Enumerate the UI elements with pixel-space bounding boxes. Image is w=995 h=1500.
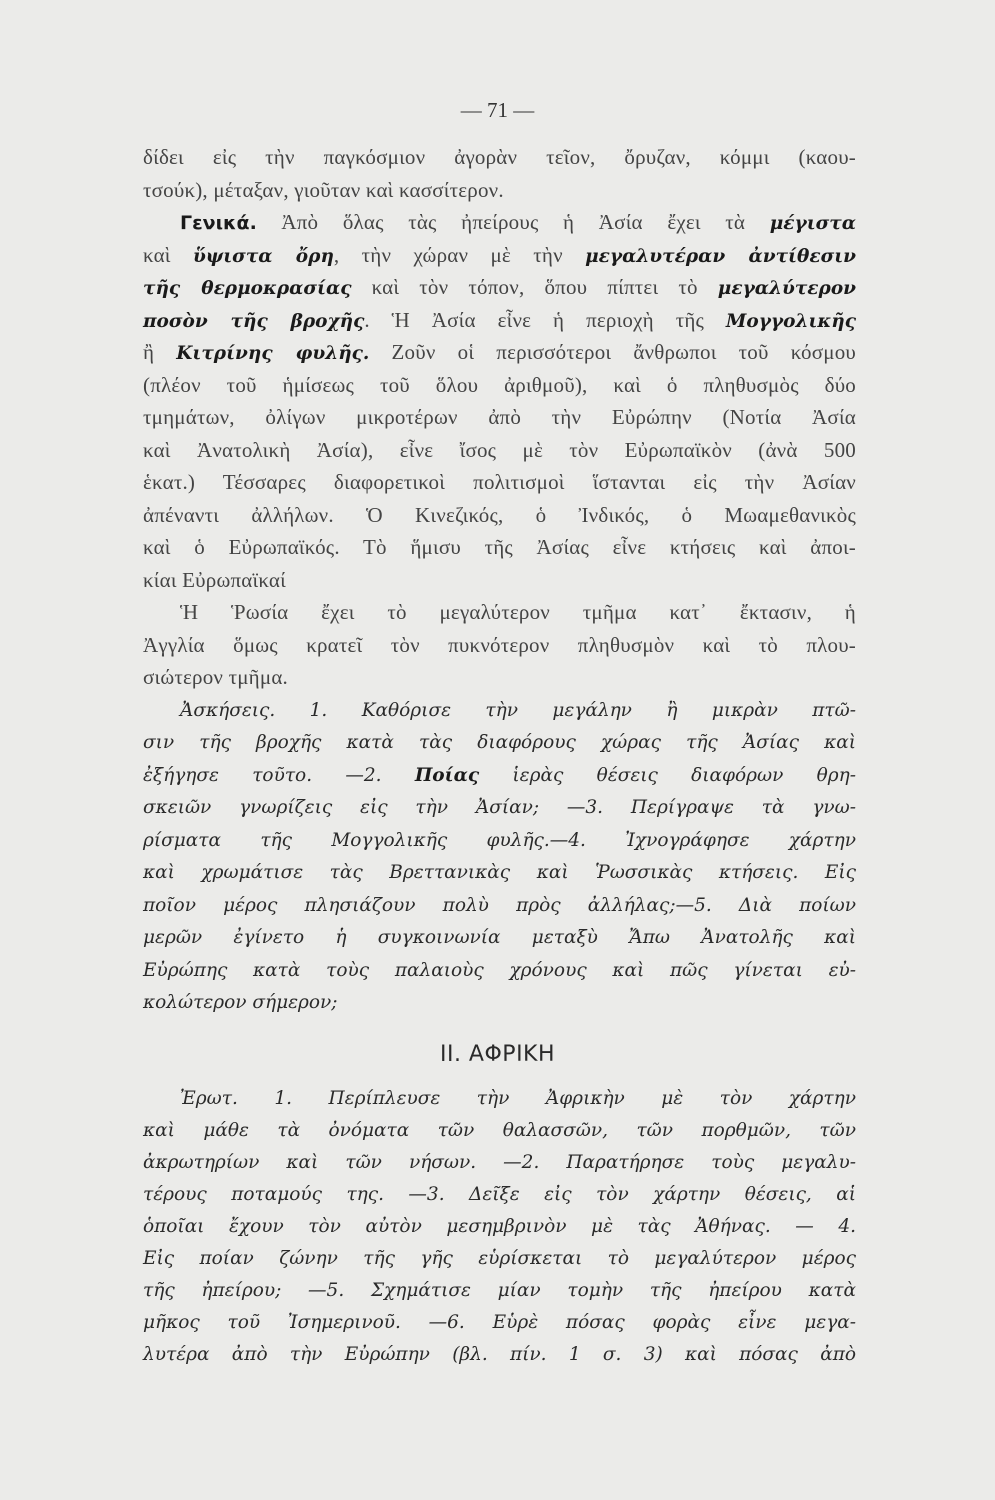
text-line <box>143 1338 856 1370</box>
paragraph <box>143 1082 856 1370</box>
text-line <box>143 174 856 207</box>
text-line <box>143 1114 856 1146</box>
text-line <box>143 954 856 987</box>
text-line <box>143 1210 856 1242</box>
text-line <box>143 661 856 694</box>
text-line <box>143 531 856 564</box>
paragraph <box>143 206 856 596</box>
emphasized-text-run: Εἰς ποίαν ζώνην τῆς γῆς εὑρίσκεται τὸ μεγαλύτερον μέρος <box>143 1248 856 1269</box>
text-run: τμημάτων, ὀλίγων μικροτέρων ἀπὸ τὴν Εὐρώπην (Νοτία Ἀσία <box>143 405 856 429</box>
text-run: Ἀγγλία ὅμως κρατεῖ τὸν πυκνότερον πληθυσμὸν καὶ τὸ πλου- <box>143 632 856 657</box>
text-line <box>143 401 856 434</box>
text-line <box>143 759 856 792</box>
text-run: . Ἡ Ἀσία εἶνε ἡ περιοχὴ τῆς <box>364 307 726 332</box>
text-line <box>143 369 856 402</box>
emphasized-text-run: ποσὸν τῆς βροχῆς <box>143 310 365 332</box>
text-run: Ἀπὸ ὅλας τὰς ἠπείρους ἡ Ἀσία ἔχει τὰ <box>256 210 770 234</box>
emphasized-text-run: ὁποῖαι ἔχουν τὸν αὐτὸν μεσημβρινὸν μὲ τὰς Ἀθήνας. — 4. <box>143 1216 856 1237</box>
emphasized-text-run: Γενικά. <box>180 212 257 234</box>
text-line <box>143 694 856 727</box>
emphasized-text-run: κολώτερον σήμερον; <box>143 992 338 1013</box>
emphasized-text-run: τέρους ποταμούς της. —3. Δεῖξε εἰς τὸν χάρτην θέσεις, αἱ <box>143 1184 856 1205</box>
text-run: ἀπέναντι ἀλλήλων. Ὁ Κινεζικός, ὁ Ἰνδικός, ὁ Μωαμεθανικὸς <box>143 502 856 527</box>
emphasized-text-run: μεγαλυτέραν ἀντίθεσιν <box>585 245 856 267</box>
text-run: σιώτερον τμῆμα. <box>143 665 288 689</box>
text-line <box>143 1274 856 1306</box>
text-line <box>143 596 856 629</box>
text-line <box>143 336 856 369</box>
emphasized-text-run: ὕψιστα ὄρη <box>192 245 334 267</box>
emphasized-text-run: Ἀσκήσεις. 1. Καθόρισε τὴν μεγάλην ἢ μικρὰν πτῶ- <box>180 699 856 721</box>
text-run: καὶ Ἀνατολικὴ Ἀσία), εἶνε ἴσος μὲ τὸν Εὐρωπαϊκὸν (ἀνὰ 500 <box>143 437 856 462</box>
text-run: , τὴν χώραν μὲ τὴν <box>333 242 586 267</box>
page-number: — 71 — <box>460 98 535 122</box>
emphasized-text-run: Ἐρωτ. 1. Περίπλευσε τὴν Ἀφρικὴν μὲ τὸν χάρτην <box>180 1088 856 1109</box>
emphasized-text-run: τῆς θερμοκρασίας <box>143 278 352 299</box>
emphasized-text-run: καὶ μάθε τὰ ὀνόματα τῶν θαλασσῶν, τῶν πορθμῶν, τῶν <box>143 1120 856 1141</box>
text-line <box>143 434 856 467</box>
emphasized-text-run: ρίσματα τῆς Μογγολικῆς φυλῆς.—4. Ἰχνογράφησε χάρτην <box>143 829 856 851</box>
text-line <box>143 986 856 1019</box>
emphasized-text-run: Μογγολικῆς <box>725 310 856 332</box>
emphasized-text-run: ποῖον μέρος πλησιάζουν πολὺ πρὸς ἀλλήλας;—5. Διὰ ποίων <box>143 894 856 916</box>
text-line <box>143 726 856 759</box>
text-line <box>143 791 856 824</box>
text-line <box>143 1178 856 1210</box>
africa-section-text <box>143 1082 856 1370</box>
text-line <box>143 889 856 922</box>
text-line <box>143 564 856 597</box>
text-line <box>143 629 856 662</box>
text-line <box>143 304 856 337</box>
text-line <box>143 239 856 272</box>
text-run: καὶ <box>143 242 193 267</box>
text-run: Ζοῦν οἱ περισσότεροι ἄνθρωποι τοῦ κόσμου <box>369 340 856 364</box>
emphasized-text-run: μερῶν ἐγίνετο ἡ συγκοινωνία μεταξὺ Ἄπω Ἀνατολῆς καὶ <box>143 927 856 948</box>
paragraph <box>143 596 856 694</box>
emphasized-text-run: μεγαλύτερον <box>717 278 857 299</box>
paragraph <box>143 141 856 206</box>
paragraph <box>143 694 856 1019</box>
emphasized-text-run: Κιτρίνης φυλῆς. <box>176 343 370 364</box>
text-line <box>143 856 856 889</box>
text-line <box>143 206 856 239</box>
text-line <box>143 466 856 499</box>
text-line <box>143 141 856 174</box>
text-run: (πλέον τοῦ ἡμίσεως τοῦ ὅλου ἀριθμοῦ), καὶ ὁ πληθυσμὸς δύο <box>143 372 856 397</box>
emphasized-text-run: ἐξήγησε τοῦτο. —2. <box>143 764 415 786</box>
emphasized-text-run: μέγιστα <box>769 213 856 234</box>
section-heading-africa: II. ΑΦΡΙΚΗ <box>439 1042 556 1067</box>
emphasized-text-run: μῆκος τοῦ Ἰσημερινοῦ. —6. Εὑρὲ πόσας φορὰς εἶνε μεγα- <box>143 1312 856 1333</box>
emphasized-text-run: ἀκρωτηρίων καὶ τῶν νήσων. —2. Παρατήρησε τοὺς μεγαλυ- <box>143 1152 856 1173</box>
text-line <box>143 499 856 532</box>
text-run: ἢ <box>143 340 177 364</box>
text-line <box>143 271 856 304</box>
text-line <box>143 1146 856 1178</box>
text-run: ἑκατ.) Τέσσαρες διαφορετικοὶ πολιτισμοὶ ἵστανται εἰς τὴν Ἀσίαν <box>143 470 856 494</box>
emphasized-text-run: τῆς ἠπείρου; —5. Σχημάτισε μίαν τομὴν τῆς ἠπείρου κατὰ <box>143 1280 856 1301</box>
text-run: τσούκ), μέταξαν, γιοῦταν καὶ κασσίτερον. <box>143 177 504 202</box>
text-run: δίδει εἰς τὴν παγκόσμιον ἀγορὰν τεῖον, ὄρυζαν, κόμμι (καου- <box>143 145 856 169</box>
text-line <box>143 1306 856 1338</box>
emphasized-text-run: Εὐρώπης κατὰ τοὺς παλαιοὺς χρόνους καὶ πῶς γίνεται εὐ- <box>143 959 856 981</box>
text-run: καὶ τὸν τόπον, ὅπου πίπτει τὸ <box>351 275 718 299</box>
emphasized-text-run: καὶ χρωμάτισε τὰς Βρεττανικὰς καὶ Ῥωσσικὰς κτήσεις. Εἰς <box>143 862 856 883</box>
emphasized-text-run: Ποίας <box>414 764 480 786</box>
text-line <box>143 1242 856 1274</box>
text-line <box>143 1082 856 1114</box>
emphasized-text-run: σιν τῆς βροχῆς κατὰ τὰς διαφόρους χώρας τῆς Ἀσίας καὶ <box>143 732 856 753</box>
emphasized-text-run: ἱερὰς θέσεις διαφόρων θρη- <box>479 764 856 786</box>
text-run: κίαι Εὐρωπαϊκαί <box>143 567 286 592</box>
emphasized-text-run: σκειῶν γνωρίζεις εἰς τὴν Ἀσίαν; —3. Περίγραψε τὰ γνω- <box>143 797 856 818</box>
text-line <box>143 921 856 954</box>
text-run: καὶ ὁ Εὐρωπαϊκός. Τὸ ἥμισυ τῆς Ἀσίας εἶνε κτήσεις καὶ ἀποι- <box>143 535 856 559</box>
asia-section-text <box>143 141 856 1019</box>
text-run: Ἡ Ῥωσία ἔχει τὸ μεγαλύτερον τμῆμα κατ᾽ ἔκτασιν, ἡ <box>180 600 856 624</box>
text-line <box>143 824 856 857</box>
emphasized-text-run: λυτέρα ἀπὸ τὴν Εὐρώπην (βλ. πίν. 1 σ. 3) καὶ πόσας ἀπὸ <box>143 1344 856 1365</box>
